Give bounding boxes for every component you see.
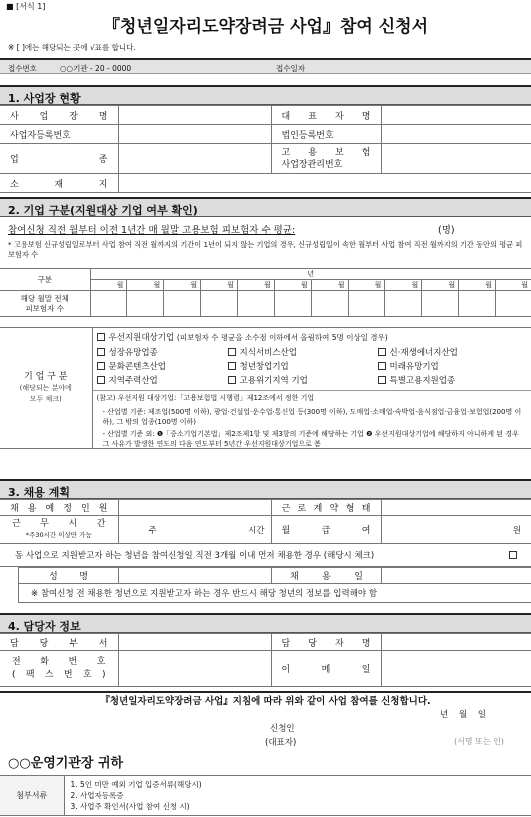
company-type-option[interactable] xyxy=(228,346,297,358)
hire-date-label: 채 용 일 xyxy=(272,568,382,584)
certification-date: 년 월 일 xyxy=(440,710,487,720)
contract-type-label: 근 로 계 약 형 태 xyxy=(271,500,381,516)
phone-field[interactable] xyxy=(118,651,271,687)
attachment-item: 1. 5인 미만 예외 기업 입증서류(해당시) xyxy=(70,780,202,789)
email-label: 이 메 일 xyxy=(271,651,381,687)
month-header: 월 xyxy=(459,280,496,291)
option-checkbox[interactable] xyxy=(97,376,105,384)
month-value-field[interactable] xyxy=(237,291,274,317)
receipt-number-value: ○○기관 - 20 - 0000 xyxy=(60,64,132,73)
checkbox-notice: ※ [ ]에는 해당되는 곳에 √표를 합니다. xyxy=(8,43,136,52)
hire-date-field[interactable] xyxy=(382,568,531,584)
month-header: 월 xyxy=(385,280,422,291)
attachments-list xyxy=(64,776,531,816)
monthly-pay-field[interactable]: 원 xyxy=(381,516,531,544)
phone-label: 전 화 번 호 ( 팩 스 번 호 ) xyxy=(0,651,118,687)
signature-label: (서명 또는 인) xyxy=(454,737,504,746)
month-header: 월 xyxy=(237,280,274,291)
section1-header: 1. 사업장 현황 xyxy=(0,85,531,105)
employment-insurance-label: 고 용 보 험 사업장관리번호 xyxy=(271,144,381,174)
department-field[interactable] xyxy=(118,634,271,651)
option-checkbox[interactable] xyxy=(228,362,236,370)
planned-hires-label: 채 용 예 정 인 원 xyxy=(0,500,118,516)
representative-field[interactable] xyxy=(381,106,531,125)
corp-reg-label: 법인등록번호 xyxy=(271,125,381,144)
company-type-table xyxy=(0,327,531,449)
month-header: 월 xyxy=(495,280,531,291)
contract-type-field[interactable] xyxy=(381,500,531,516)
option-label: 특별고용지원업종 xyxy=(389,376,456,386)
prior-hire-note: ※ 참여신청 전 채용한 청년으로 지원받고자 하는 경우 반드시 해당 청년의 정보를 입력해야 함 xyxy=(19,584,531,603)
month-header: 월 xyxy=(311,280,348,291)
address-label: 소 재 지 xyxy=(0,174,118,193)
month-value-field[interactable] xyxy=(385,291,422,317)
section2-header: 2. 기업 구분(지원대상 기업 여부 확인) xyxy=(0,197,531,217)
monthly-pay-label: 월 급 여 xyxy=(271,516,381,544)
company-type-option[interactable] xyxy=(228,374,308,386)
month-header: 월 xyxy=(201,280,238,291)
month-value-field[interactable] xyxy=(127,291,164,317)
company-type-option[interactable] xyxy=(378,360,439,372)
company-type-option[interactable] xyxy=(378,346,458,358)
month-header: 월 xyxy=(422,280,459,291)
page-title: 『청년일자리도약장려금 사업』참여 신청서 xyxy=(102,17,428,37)
attachment-item: 2. 사업자등록증 xyxy=(70,791,124,800)
option-label: 성장유망업종 xyxy=(108,348,158,358)
company-type-label: 기 업 구 분 (해당되는 분야에 모두 체크) xyxy=(0,328,92,449)
prior-hire-checkbox[interactable] xyxy=(509,551,517,559)
option-label: 미래유망기업 xyxy=(389,362,439,372)
option-label: 지식서비스산업 xyxy=(239,348,297,358)
section4-header: 4. 담당자 정보 xyxy=(0,613,531,633)
receipt-number-label: 접수번호 xyxy=(8,64,37,73)
month-header: 월 xyxy=(127,280,164,291)
business-name-label: 사 업 장 명 xyxy=(0,106,118,125)
prior-hire-table xyxy=(18,567,531,603)
month-value-field[interactable] xyxy=(90,291,127,317)
person-field[interactable] xyxy=(381,634,531,651)
option-label: 청년창업기업 xyxy=(239,362,289,372)
certification-statement: 『청년일자리도약장려금 사업』지침에 따라 위와 같이 사업 참여를 신청합니다. xyxy=(100,696,431,707)
month-value-field[interactable] xyxy=(422,291,459,317)
business-reg-label: 사업자등록번호 xyxy=(0,125,118,144)
col-label: 구분 xyxy=(0,269,90,291)
address-field[interactable] xyxy=(118,174,531,193)
month-value-field[interactable] xyxy=(311,291,348,317)
monthly-insured-table xyxy=(0,268,531,317)
business-name-field[interactable] xyxy=(118,106,271,125)
attachments-table xyxy=(0,775,531,816)
option-checkbox[interactable] xyxy=(228,376,236,384)
section3-table xyxy=(0,499,531,544)
option-checkbox[interactable] xyxy=(378,376,386,384)
insured-row-label: 해당 월말 전체 피보험자 수 xyxy=(0,291,90,317)
option-label: 지역주력산업 xyxy=(108,376,158,386)
work-hours-label: 근 무 시 간 *주30시간 이상만 가능 xyxy=(0,516,118,544)
representative-label-sign: (대표자) xyxy=(265,738,297,748)
month-value-field[interactable] xyxy=(164,291,201,317)
section1-table xyxy=(0,105,531,193)
attachments-label: 첨부서류 xyxy=(0,776,64,816)
option-checkbox[interactable] xyxy=(378,362,386,370)
company-type-option[interactable] xyxy=(378,374,456,386)
month-header: 월 xyxy=(90,280,127,291)
reference-item-2: - 산업별 기준 외: ❶「중소기업기본법」제2조제1항 및 제3항의 기준에 해당하는 기업 ❷ 우선지원대상기업에 해당하지 아니하게 된 경우 그 사유가 발생한 연도의 다음 연도부터 5년간 우선지원대상기업으로 봄 xyxy=(102,430,519,448)
month-header: 월 xyxy=(164,280,201,291)
month-value-field[interactable] xyxy=(201,291,238,317)
form-number: ■ [서식 1] xyxy=(6,2,46,11)
employment-insurance-field[interactable] xyxy=(381,144,531,174)
month-value-field[interactable] xyxy=(459,291,496,317)
option-checkbox[interactable] xyxy=(97,362,105,370)
receipt-bar xyxy=(0,58,531,74)
work-hours-field[interactable]: 주 시간 xyxy=(118,516,271,544)
company-type-option[interactable] xyxy=(97,374,158,386)
corp-reg-field[interactable] xyxy=(381,125,531,144)
email-field[interactable] xyxy=(381,651,531,687)
department-label: 담 당 부 서 xyxy=(0,634,118,651)
person-label: 담 당 자 명 xyxy=(271,634,381,651)
applicant-label: 신청인 xyxy=(270,724,295,734)
industry-field[interactable] xyxy=(118,144,271,174)
month-value-field[interactable] xyxy=(274,291,311,317)
prior-hire-text: 동 사업으로 지원받고자 하는 청년을 참여신청일 직전 3개월 이내 먼저 채용한 경우 (해당시 체크) xyxy=(15,551,375,561)
option-checkbox[interactable] xyxy=(97,348,105,356)
month-value-field[interactable] xyxy=(495,291,531,317)
planned-hires-field[interactable] xyxy=(118,500,271,516)
average-insured-line: 참여신청 직전 월부터 이전 1년간 매 월말 고용보험 피보험자 수 평균: xyxy=(8,225,296,236)
priority-checkbox[interactable] xyxy=(97,333,105,341)
section3-header: 3. 채용 계획 xyxy=(0,479,531,499)
option-label: 고용위기지역 기업 xyxy=(239,376,308,386)
month-value-field[interactable] xyxy=(348,291,385,317)
average-note: * 고용보험 신규성립일로부터 사업 참여 직전 월까지의 기간이 1년이 되지 않는 기업의 경우, 신규성립일이 속한 월부터 사업 참여 직전 월까지의 기간 동안의 평균 피보험자 수 xyxy=(8,240,523,259)
month-header: 월 xyxy=(348,280,385,291)
option-label: 신·재생에너지산업 xyxy=(389,348,458,358)
option-checkbox[interactable] xyxy=(378,348,386,356)
receipt-date-label: 접수일자 xyxy=(276,64,305,73)
month-header: 월 xyxy=(274,280,311,291)
reference-title: (참고) 우선지원 대상기업:「고용보험법 시행령」제12조에서 정한 기업 xyxy=(96,394,315,402)
section4-table xyxy=(0,633,531,687)
attachment-item: 3. 사업주 확인서(사업 참여 신청 시) xyxy=(70,802,190,811)
industry-label: 업 종 xyxy=(0,144,118,174)
business-reg-field[interactable] xyxy=(118,125,271,144)
company-type-option[interactable] xyxy=(97,360,166,372)
option-checkbox[interactable] xyxy=(228,348,236,356)
average-insured-unit: (명) xyxy=(438,225,455,236)
reference-item-1: - 산업별 기준: 제조업(500명 이하), 광업·건설업·운수업·통신업 등(300명 이하), 도매업·소매업·숙박업·음식점업·금융업·보험업(200명 이하), 그 밖의 업종(100명 이하) xyxy=(102,408,522,426)
priority-option[interactable]: 우선지원대상기업 (피보험자 수 평균을 소수점 이하에서 올림하여 5명 이상일 경우) xyxy=(97,331,388,343)
company-type-option[interactable] xyxy=(228,360,289,372)
company-type-options xyxy=(92,328,531,449)
name-label: 성 명 xyxy=(19,568,119,584)
representative-label: 대 표 자 명 xyxy=(271,106,381,125)
year-label: 년 xyxy=(90,269,531,280)
option-label: 문화콘텐츠산업 xyxy=(108,362,166,372)
name-field[interactable] xyxy=(119,568,272,584)
addressee: ○○운영기관장 귀하 xyxy=(8,756,124,771)
company-type-option[interactable] xyxy=(97,346,158,358)
